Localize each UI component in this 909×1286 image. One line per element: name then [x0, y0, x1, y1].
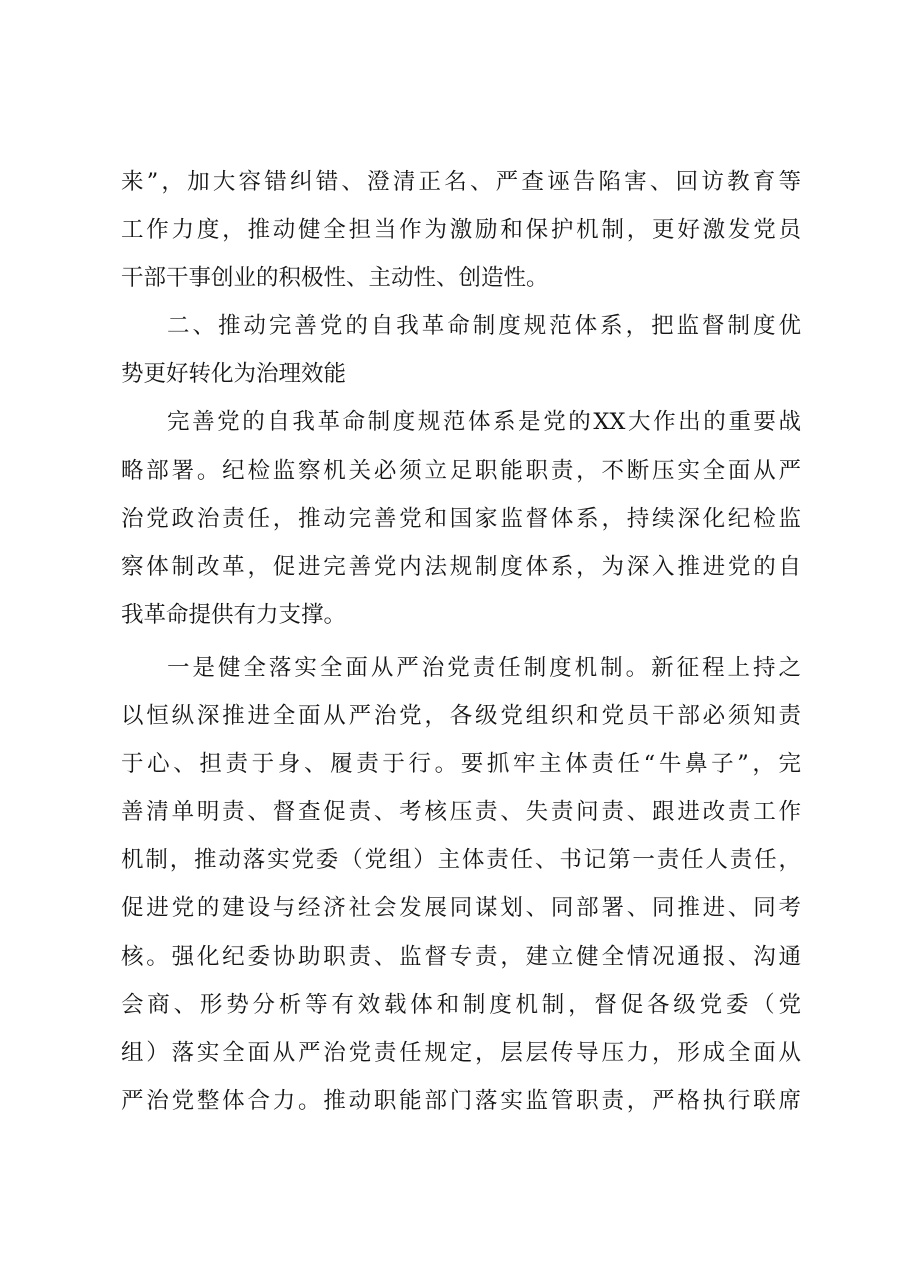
- text-line: 治党政治责任，推动完善党和国家监督体系，持续深化纪检监: [121, 505, 801, 532]
- text-line: 干部干事创业的积极性、主动性、创造性。: [121, 265, 549, 292]
- text-line: 机制，推动落实党委（党组）主体责任、书记第一责任人责任，: [121, 847, 801, 874]
- text-line: 以恒纵深推进全面从严治党，各级党组织和党员干部必须知责: [121, 703, 801, 730]
- document-body: [121, 158, 801, 1125]
- text-line: 组）落实全面从严治党责任规定，层层传导压力，形成全面从: [121, 1039, 801, 1066]
- text-line: 完善党的自我革命制度规范体系是党的XX大作出的重要战: [167, 409, 801, 436]
- text-line: 我革命提供有力支撑。: [121, 601, 347, 628]
- text-line: 于心、担责于身、履责于行。要抓牢主体责任“牛鼻子”，完: [121, 751, 801, 778]
- text-line: 善清单明责、督查促责、考核压责、失责问责、跟进改责工作: [121, 799, 801, 826]
- text-line: 来”，加大容错纠错、澄清正名、严查诬告陷害、回访教育等: [121, 169, 801, 195]
- text-line: 察体制改革，促进完善党内法规制度体系，为深入推进党的自: [121, 553, 801, 580]
- text-line: 促进党的建设与经济社会发展同谋划、同部署、同推进、同考: [121, 895, 801, 922]
- text-line: 工作力度，推动健全担当作为激励和保护机制，更好激发党员: [121, 217, 801, 244]
- text-line: 会商、形势分析等有效载体和制度机制，督促各级党委（党: [121, 991, 801, 1018]
- section-heading-line: 二、推动完善党的自我革命制度规范体系，把监督制度优: [167, 313, 801, 340]
- text-line: 一是健全落实全面从严治党责任制度机制。新征程上持之: [167, 654, 801, 681]
- text-line: 严治党整体合力。推动职能部门落实监管职责，严格执行联席: [121, 1087, 801, 1114]
- section-heading-line: 势更好转化为治理效能: [121, 361, 347, 388]
- text-line: 核。强化纪委协助职责、监督专责，建立健全情况通报、沟通: [121, 943, 801, 970]
- text-line: 略部署。纪检监察机关必须立足职能职责，不断压实全面从严: [121, 457, 801, 484]
